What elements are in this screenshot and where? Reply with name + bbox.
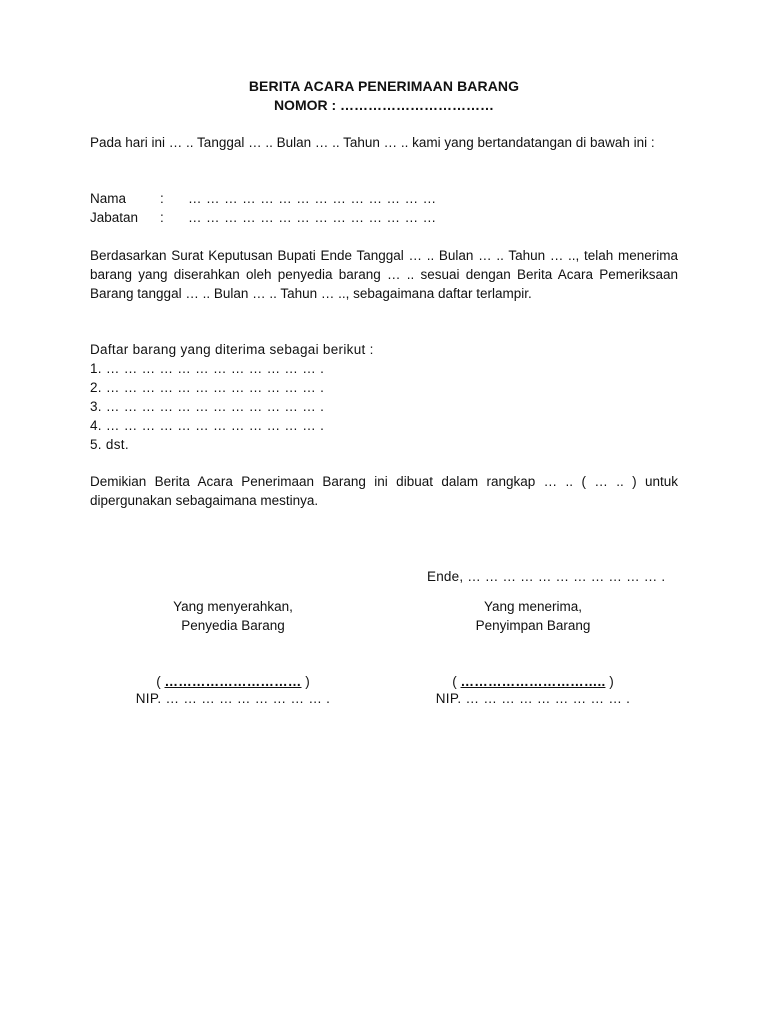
nama-label: Nama xyxy=(90,191,127,206)
decision-paragraph: Berdasarkan Surat Keputusan Bupati Ende Tanggal … .. Bulan … .. Tahun … .., telah menerima barang yang diserahkan oleh penyedia barang … .. sesuai dengan Berita Acara Pemeriksaan Barang tanggal … .. Bulan … .. Tahun … .., sebagaimana daftar terlampir. xyxy=(90,248,678,301)
receiver-name-line xyxy=(403,673,663,690)
list-item: 3. … … … … … … … … … … … … . xyxy=(90,399,325,414)
receiver-title: Penyimpan Barang xyxy=(475,618,591,633)
nama-colon: : xyxy=(160,191,164,206)
jabatan-label: Jabatan xyxy=(90,210,139,225)
jabatan-field-row xyxy=(90,208,678,227)
document-title: BERITA ACARA PENERIMAAN BARANG xyxy=(248,78,520,94)
sender-name-close: ) xyxy=(301,674,310,689)
place-date: Ende, … … … … … … … … … … … . xyxy=(427,569,666,584)
receiver-name-block xyxy=(403,673,663,707)
jabatan-value: … … … … … … … … … … … … … … xyxy=(188,210,437,225)
closing-paragraph: Demikian Berita Acara Penerimaan Barang ini dibuat dalam rangkap … .. ( … .. ) untuk dipergunakan sebagaimana mestinya. xyxy=(90,474,678,508)
list-item: 1. … … … … … … … … … … … … . xyxy=(90,361,325,376)
nama-value: … … … … … … … … … … … … … … xyxy=(188,191,437,206)
sender-name-open: ( xyxy=(156,674,165,689)
sender-name-line xyxy=(103,673,363,690)
nama-field-row xyxy=(90,189,678,208)
jabatan-colon: : xyxy=(160,210,164,225)
sender-title: Penyedia Barang xyxy=(181,618,285,633)
receiver-name-close: ) xyxy=(605,674,614,689)
list-item: 4. … … … … … … … … … … … … . xyxy=(90,418,325,433)
receiver-name-placeholder: ………………………….. xyxy=(460,674,606,689)
sender-name-block xyxy=(103,673,363,707)
receiver-name-open: ( xyxy=(452,674,461,689)
sender-name-placeholder: ………………………… xyxy=(164,674,302,689)
goods-list xyxy=(90,340,678,454)
receiver-role: Yang menerima, xyxy=(483,599,583,614)
list-item: 5. dst. xyxy=(90,437,129,452)
signature-block-sender xyxy=(133,597,333,635)
intro-paragraph: Pada hari ini … .. Tanggal … .. Bulan … .. Tahun … .. kami yang bertandatangan di bawah ini : xyxy=(90,135,655,150)
receiver-nip: NIP. … … … … … … … … … . xyxy=(435,691,631,706)
list-item: 2. … … … … … … … … … … … … . xyxy=(90,380,325,395)
document-number: NOMOR : …………………………… xyxy=(273,97,495,113)
sender-nip: NIP. … … … … … … … … … . xyxy=(135,691,331,706)
signature-block-receiver xyxy=(433,597,633,635)
goods-list-heading: Daftar barang yang diterima sebagai berikut : xyxy=(90,342,374,357)
sender-role: Yang menyerahkan, xyxy=(173,599,293,614)
